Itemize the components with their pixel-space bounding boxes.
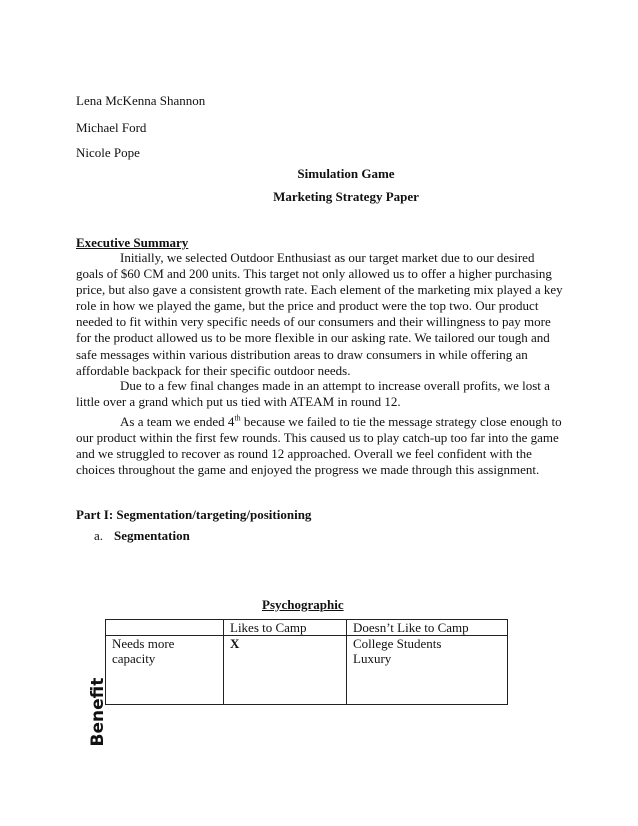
paragraph: As a team we ended 4th because we failed to tie the message strategy close enough to our product within the first few rounds. This caused us to play catch-up too far into the game and we struggled to recover as round 12 approached. Overall we feel confident with the choices throughout the game and enjoyed the progress we made through this assignment. [76,413,562,478]
table-cell [347,636,508,705]
author-name: Nicole Pope [76,145,140,160]
author-name: Michael Ford [76,120,147,135]
table-side-label: Benefit [88,677,108,747]
table-row [106,636,508,705]
cell-line: Luxury [353,651,392,666]
table-row [106,620,508,636]
segmentation-table [105,619,508,705]
subsection-label: Segmentation [114,528,190,543]
list-letter: a. [94,528,104,543]
paragraph: Initially, we selected Outdoor Enthusiast as our target market due to our desired goals of $60 CM and 200 units. This target not only allowed us to offer a higher purchasing price, but also gave a consistent growth rate. Each element of the marketing mix played a key role in how we played the game, but the price and product were the top two. Our product needed to fit within very specific needs of our consumers and their willingness to pay more for the product allowed us to be more flexible in our asking rate. We tailored our tough and safe messages within various distribution areas to draw consumers in while offering an affordable backpack for their specific outdoor needs. [76,250,563,378]
paragraph: Due to a few final changes made in an attempt to increase overall profits, we lost a little over a grand which put us tied with ATEAM in round 12. [76,378,550,410]
document-subtitle: Marketing Strategy Paper [273,189,419,204]
cell-line: College Students [353,636,442,651]
table-top-label: Psychographic [262,597,344,612]
table-header-cell: Likes to Camp [224,620,347,636]
table-cell [106,620,224,636]
section-heading-part1: Part I: Segmentation/targeting/positioning [76,507,312,522]
subsection-heading [94,528,190,544]
table-header-cell: Doesn’t Like to Camp [347,620,508,636]
author-name: Lena McKenna Shannon [76,93,206,108]
table-row-label: Needs more capacity [106,636,224,705]
document-title: Simulation Game [297,166,395,181]
section-heading-executive-summary: Executive Summary [76,235,189,250]
table-cell: X [224,636,347,705]
